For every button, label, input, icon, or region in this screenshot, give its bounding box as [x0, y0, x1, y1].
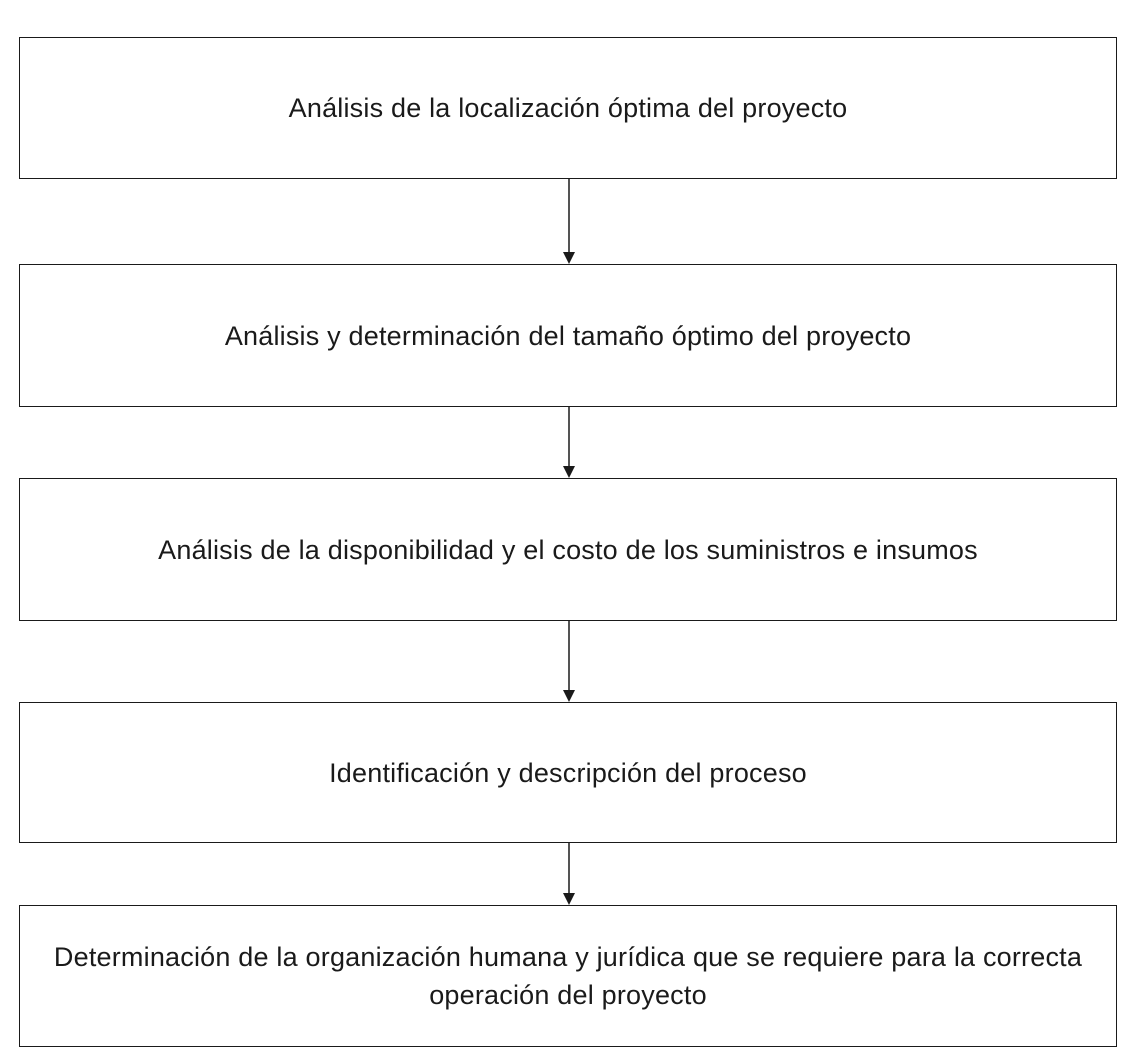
flow-step-process-identification	[19, 702, 1117, 843]
flow-step-label: Análisis de la localización óptima del proyecto	[288, 93, 848, 123]
flow-arrow-2-to-3	[558, 407, 580, 478]
flow-step-organization-determination	[19, 905, 1117, 1047]
flow-step-size-analysis	[19, 264, 1117, 407]
flow-step-label: Determinación de la organización humana y jurídica que se requiere para la correcta operación del proyecto	[53, 942, 1083, 1010]
flow-arrow-3-to-4	[558, 621, 580, 702]
flow-step-supplies-analysis	[19, 478, 1117, 621]
flow-step-label: Análisis y determinación del tamaño óptimo del proyecto	[224, 320, 912, 351]
flow-arrow-4-to-5	[558, 843, 580, 905]
flow-step-label: Identificación y descripción del proceso	[329, 757, 807, 788]
flow-step-location-analysis	[19, 37, 1117, 179]
flow-step-label: Análisis de la disponibilidad y el costo de los suministros e insumos	[158, 534, 978, 565]
flow-arrow-1-to-2	[558, 179, 580, 264]
